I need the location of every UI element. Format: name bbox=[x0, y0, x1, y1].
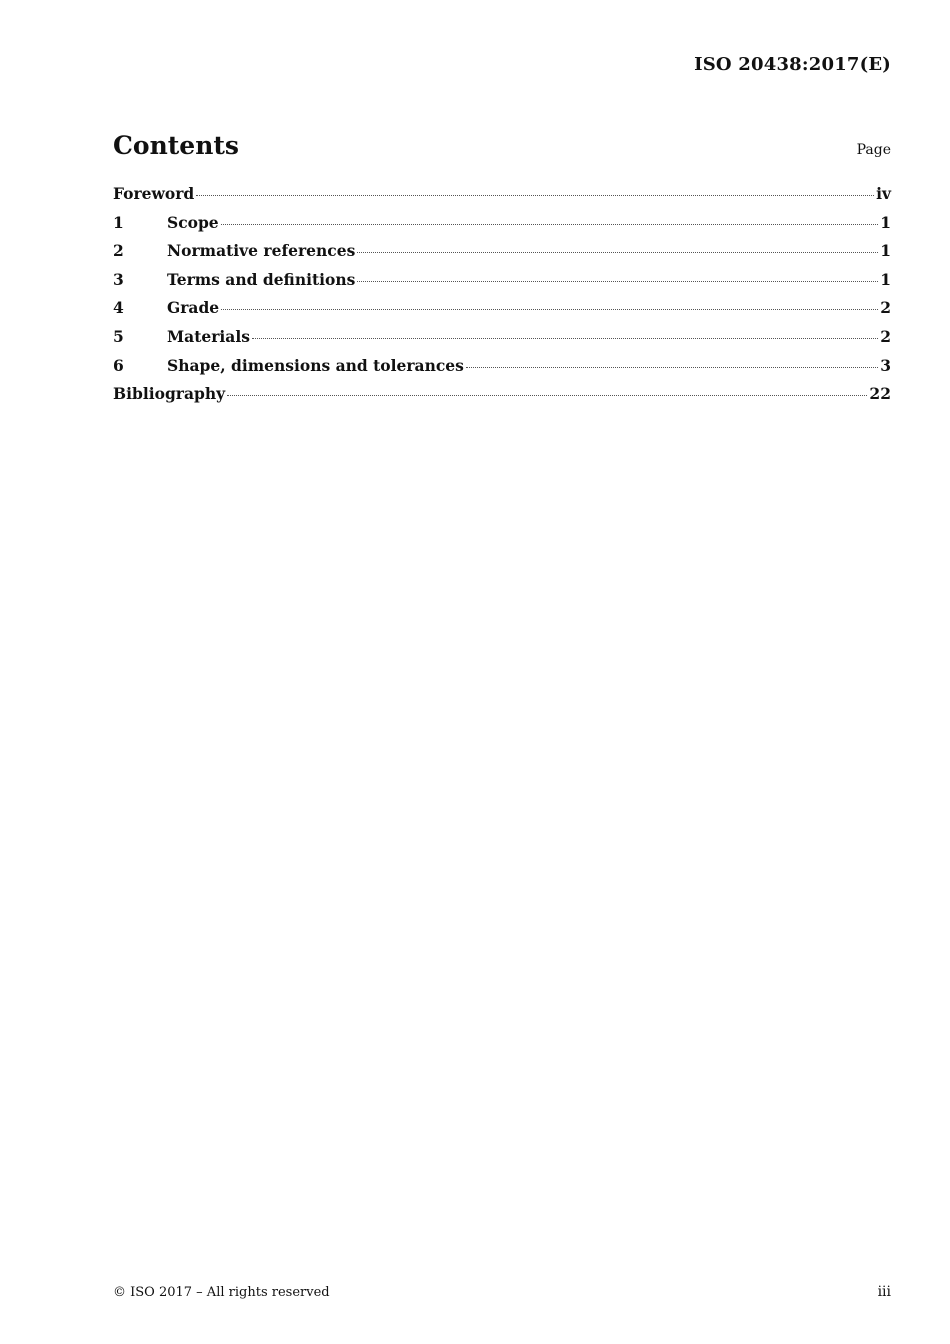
page-column-label: Page bbox=[856, 142, 891, 158]
toc-entry-title: Shape, dimensions and tolerances bbox=[167, 355, 464, 375]
toc-entry-bibliography[interactable] bbox=[113, 384, 891, 413]
toc-entry-page: 1 bbox=[880, 212, 891, 232]
toc-entry-title: Normative references bbox=[167, 241, 356, 261]
dot-leader bbox=[196, 195, 874, 196]
table-of-contents bbox=[113, 184, 891, 413]
toc-entry-page: 3 bbox=[880, 355, 891, 375]
toc-entry-number: 3 bbox=[113, 269, 124, 289]
toc-entry-number: 1 bbox=[113, 212, 124, 232]
toc-entry-page: 2 bbox=[880, 326, 891, 346]
toc-entry-page: iv bbox=[876, 184, 891, 203]
dot-leader bbox=[357, 281, 878, 282]
dot-leader bbox=[252, 338, 878, 339]
toc-entry-normative-references[interactable] bbox=[113, 241, 891, 270]
dot-leader bbox=[357, 252, 878, 253]
footer-page-number: iii bbox=[877, 1284, 891, 1300]
toc-entry-title: Grade bbox=[167, 298, 220, 318]
toc-entry-number: 6 bbox=[113, 355, 124, 375]
footer-copyright: © ISO 2017 – All rights reserved bbox=[113, 1285, 330, 1300]
toc-entry-number: 5 bbox=[113, 326, 124, 346]
toc-entry-page: 1 bbox=[880, 241, 891, 261]
dot-leader bbox=[221, 224, 879, 225]
toc-entry-title: Materials bbox=[167, 326, 250, 346]
dot-leader bbox=[227, 395, 867, 396]
dot-leader bbox=[466, 367, 878, 368]
dot-leader bbox=[221, 309, 878, 310]
toc-entry-materials[interactable] bbox=[113, 327, 891, 356]
document-id: ISO 20438:2017(E) bbox=[694, 54, 891, 75]
toc-entry-shape-dimensions-tolerances[interactable] bbox=[113, 356, 891, 385]
toc-entry-page: 1 bbox=[880, 269, 891, 289]
contents-heading: Contents bbox=[113, 131, 240, 160]
toc-entry-grade[interactable] bbox=[113, 298, 891, 327]
toc-entry-scope[interactable] bbox=[113, 213, 891, 242]
toc-entry-page: 2 bbox=[880, 298, 891, 318]
toc-entry-number: 4 bbox=[113, 298, 124, 318]
toc-entry-foreword[interactable] bbox=[113, 184, 891, 213]
toc-entry-title: Bibliography bbox=[113, 384, 226, 404]
toc-entry-page: 22 bbox=[869, 384, 891, 404]
toc-entry-terms-and-definitions[interactable] bbox=[113, 270, 891, 299]
toc-entry-title: Foreword bbox=[113, 184, 195, 203]
toc-entry-title: Scope bbox=[167, 212, 219, 232]
toc-entry-number: 2 bbox=[113, 241, 124, 261]
toc-entry-title: Terms and definitions bbox=[167, 269, 356, 289]
